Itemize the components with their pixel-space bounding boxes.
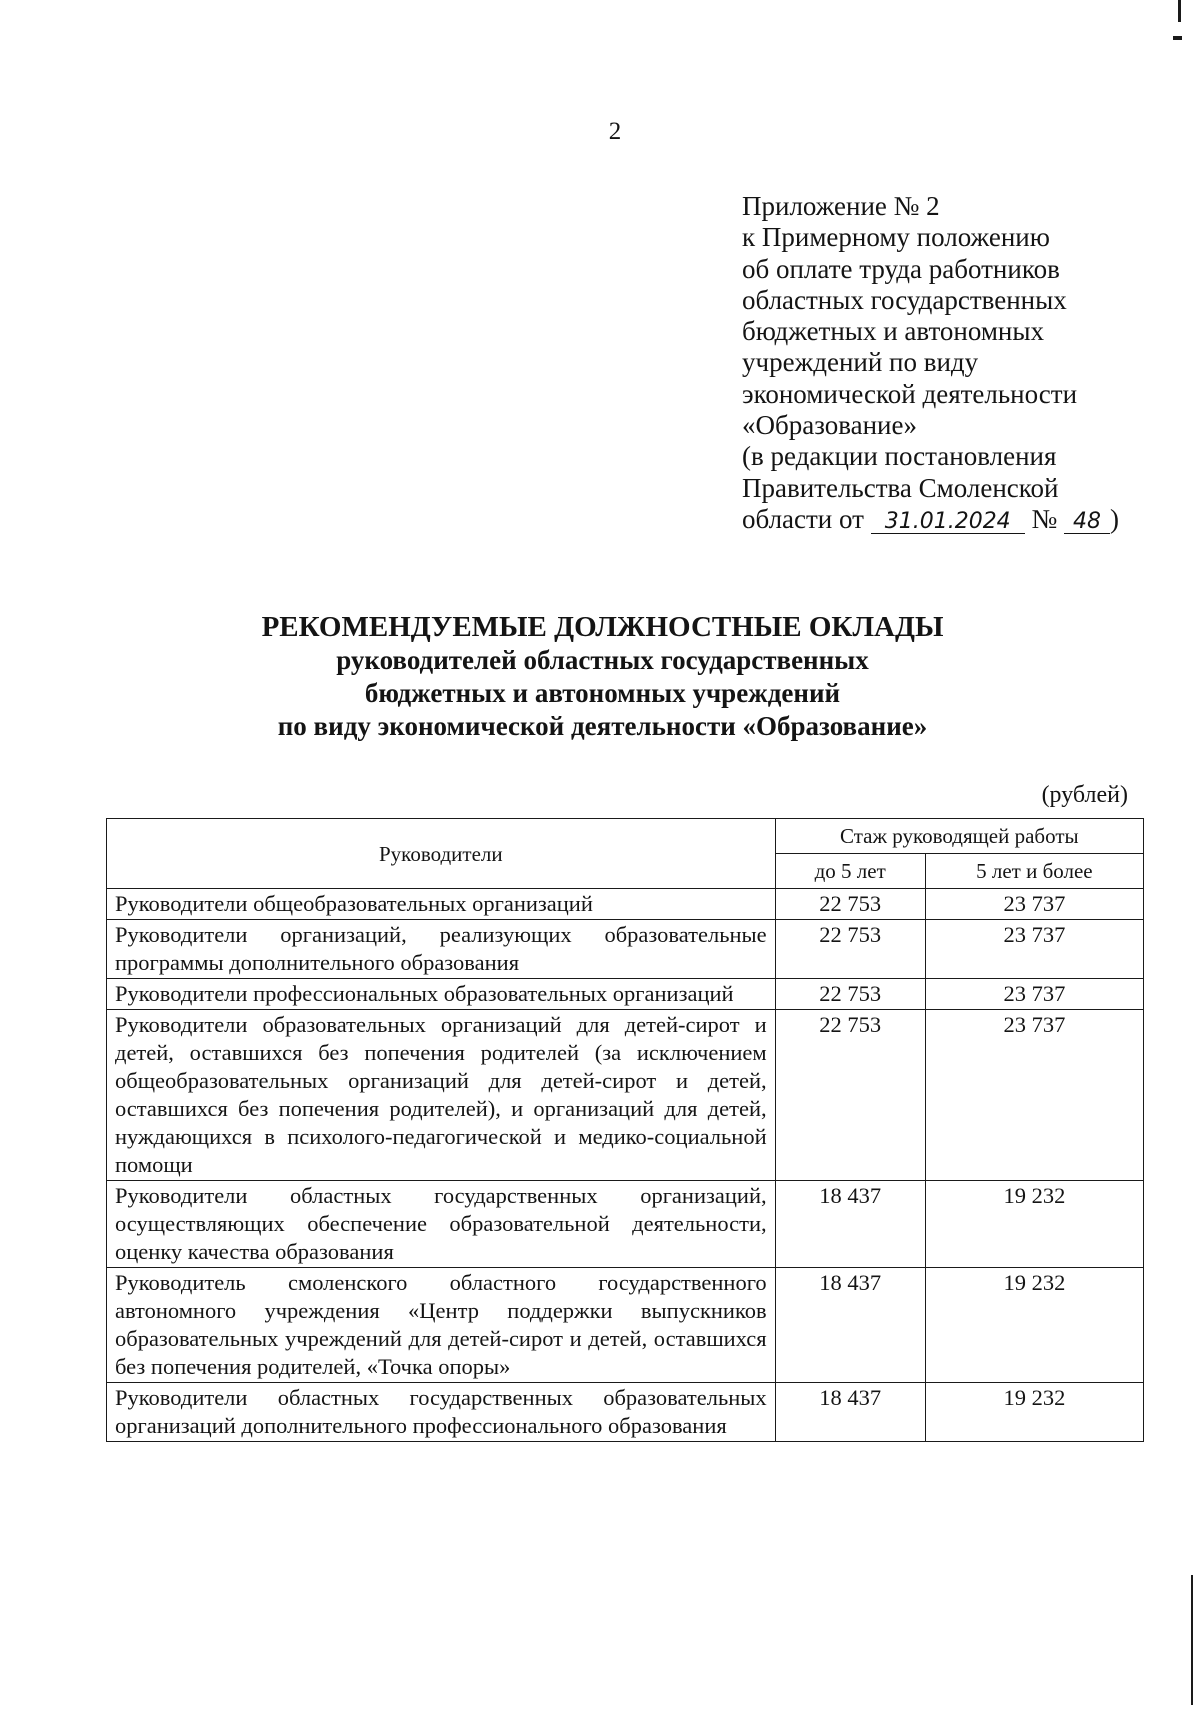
row-title: Руководители областных государственных организаций, осуществляющих обеспечение образовательной деятельности, оценку качества образования bbox=[107, 1181, 776, 1268]
salary-table bbox=[106, 818, 1144, 1442]
salary-5-plus: 23 737 bbox=[925, 889, 1143, 920]
page-number: 2 bbox=[608, 118, 622, 145]
table-row bbox=[107, 1383, 1144, 1442]
annex-line-resolution bbox=[742, 504, 1182, 535]
table-header-row bbox=[107, 819, 1144, 854]
scan-edge-mark-bottom bbox=[1191, 1575, 1193, 1705]
title-line: руководителей областных государственных bbox=[336, 645, 869, 675]
annex-line: (в редакции постановления bbox=[742, 441, 1057, 472]
table-row bbox=[107, 1010, 1144, 1181]
salary-5-plus: 23 737 bbox=[925, 1010, 1143, 1181]
annex-line: экономической деятельности bbox=[742, 378, 1078, 409]
table-row bbox=[107, 889, 1144, 920]
table-row bbox=[107, 1268, 1144, 1383]
row-title: Руководители общеобразовательных организаций bbox=[107, 889, 776, 920]
salary-under-5: 18 437 bbox=[775, 1383, 925, 1442]
annex-reference bbox=[742, 191, 1182, 535]
row-title: Руководители профессиональных образовательных организаций bbox=[107, 979, 776, 1010]
title-line: бюджетных и автономных учреждений bbox=[364, 678, 841, 708]
handwritten-number: 48 bbox=[1064, 511, 1110, 534]
salary-under-5: 22 753 bbox=[775, 1010, 925, 1181]
annex-line: «Образование» bbox=[742, 410, 917, 441]
salary-5-plus: 19 232 bbox=[925, 1181, 1143, 1268]
salary-under-5: 22 753 bbox=[775, 889, 925, 920]
row-title: Руководители областных государственных образовательных организаций дополнительного профессионального образования bbox=[107, 1383, 776, 1442]
row-title: Руководители организаций, реализующих образовательные программы дополнительного образования bbox=[107, 920, 776, 979]
annex-line: Правительства Смоленской bbox=[742, 472, 1059, 503]
title-line: по виду экономической деятельности «Образование» bbox=[277, 711, 928, 741]
column-header-experience: Стаж руководящей работы bbox=[775, 819, 1143, 854]
table-row bbox=[107, 979, 1144, 1010]
column-header-managers: Руководители bbox=[107, 819, 776, 889]
salary-under-5: 22 753 bbox=[775, 920, 925, 979]
salary-under-5: 18 437 bbox=[775, 1268, 925, 1383]
annex-prefix: области от bbox=[742, 503, 864, 534]
salary-5-plus: 23 737 bbox=[925, 979, 1143, 1010]
annex-line: Приложение № 2 bbox=[742, 191, 940, 221]
row-title: Руководитель смоленского областного государственного автономного учреждения «Центр поддержки выпускников образовательных учреждений для детей-сирот и детей, оставшихся без попечения родителей, «Точка опоры» bbox=[107, 1268, 776, 1383]
annex-line: учреждений по виду bbox=[742, 347, 979, 378]
column-header-5-plus: 5 лет и более bbox=[925, 854, 1143, 889]
handwritten-date: 31.01.2024 bbox=[871, 511, 1025, 534]
salary-under-5: 18 437 bbox=[775, 1181, 925, 1268]
annex-line: областных государственных bbox=[742, 284, 1067, 315]
document-title bbox=[0, 611, 1200, 743]
table-row bbox=[107, 920, 1144, 979]
salary-5-plus: 23 737 bbox=[925, 920, 1143, 979]
units-label: (рублей) bbox=[1041, 782, 1128, 808]
salary-under-5: 22 753 bbox=[775, 979, 925, 1010]
annex-line: бюджетных и автономных bbox=[742, 316, 1045, 347]
salary-5-plus: 19 232 bbox=[925, 1268, 1143, 1383]
table-row bbox=[107, 1181, 1144, 1268]
closing-paren: ) bbox=[1109, 503, 1119, 534]
scan-edge-mark-top-dash bbox=[1173, 36, 1182, 40]
column-header-under-5: до 5 лет bbox=[775, 854, 925, 889]
scan-edge-mark-top bbox=[1178, 0, 1181, 22]
annex-line: об оплате труда работников bbox=[742, 253, 1060, 284]
salary-5-plus: 19 232 bbox=[925, 1383, 1143, 1442]
row-title: Руководители образовательных организаций для детей-сирот и детей, оставшихся без попечения родителей (за исключением общеобразовательных организаций для детей-сирот и детей, оставшихся без попечения родителей), и организаций для детей, нуждающихся в психолого-педагогической и медико-социальной помощи bbox=[107, 1010, 776, 1181]
number-sign: № bbox=[1031, 503, 1058, 534]
annex-line: к Примерному положению bbox=[742, 222, 1050, 253]
title-line: РЕКОМЕНДУЕМЫЕ ДОЛЖНОСТНЫЕ ОКЛАДЫ bbox=[261, 611, 944, 643]
